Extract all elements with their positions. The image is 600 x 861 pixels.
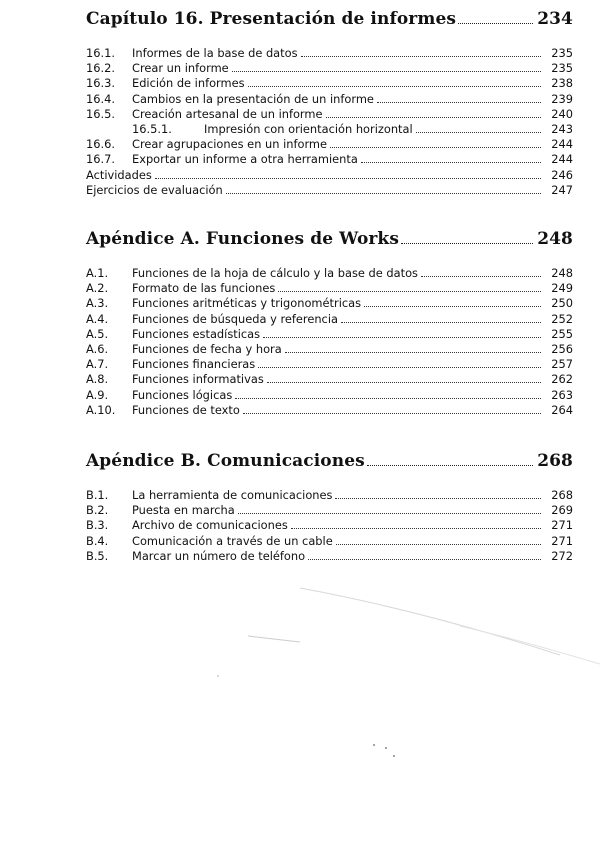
entry-page: 257: [551, 357, 573, 372]
entry-page: 262: [551, 372, 573, 387]
entry-number: A.4.: [86, 311, 109, 326]
entry-title: Comunicación a través de un cable: [132, 533, 333, 548]
entry-title: Ejercicios de evaluación: [86, 182, 223, 197]
entry-number: B.3.: [86, 518, 109, 533]
entry-page: 255: [551, 326, 573, 341]
entry-title: Funciones de la hoja de cálculo y la base de datos: [132, 266, 418, 280]
entry-title: Cambios en la presentación de un informe: [132, 91, 374, 106]
entry-number: 16.6.: [86, 137, 115, 152]
entry-page: 263: [551, 387, 573, 402]
chapter-16-page: 234: [537, 9, 573, 29]
entry-number: A.3.: [86, 296, 109, 311]
entry-number: B.4.: [86, 533, 109, 548]
entry-title: Funciones aritméticas y trigonométricas: [132, 296, 362, 311]
entry-title: Puesta en marcha: [132, 503, 235, 518]
entry-title: Funciones informativas: [132, 372, 264, 387]
entry-number: A.10.: [86, 402, 116, 417]
entry-page: 247: [551, 182, 573, 197]
entry-page: 240: [551, 106, 573, 121]
entry-number: 16.3.: [86, 76, 115, 91]
entry-title: Funciones de texto: [132, 402, 240, 417]
entry-title: Archivo de comunicaciones: [132, 518, 288, 533]
entry-title: Crear un informe: [132, 61, 229, 76]
entry-page: 239: [551, 91, 573, 106]
entry-page: 269: [551, 503, 573, 518]
entry-title: Funciones financieras: [132, 357, 256, 372]
scan-speck: [217, 675, 219, 677]
entry-page: 244: [551, 137, 573, 152]
entry-page: 268: [551, 488, 573, 502]
entry-number: 16.7.: [86, 152, 115, 167]
entry-title: Creación artesanal de un informe: [132, 106, 323, 121]
entry-title: Exportar un informe a otra herramienta: [132, 152, 358, 167]
entry-number: A.5.: [86, 326, 109, 341]
entry-title: Actividades: [86, 167, 152, 182]
entry-page: 246: [551, 167, 573, 182]
entry-page: 235: [551, 61, 573, 76]
entry-number: B.2.: [86, 503, 109, 518]
entry-page: 235: [551, 46, 573, 60]
entry-title: Edición de informes: [132, 76, 245, 91]
entry-page: 256: [551, 341, 573, 356]
entry-number: A.1.: [86, 266, 109, 280]
scan-speck: [385, 747, 387, 749]
entry-number: B.5.: [86, 548, 109, 563]
entry-number: 16.1.: [86, 46, 115, 60]
entry-page: 244: [551, 152, 573, 167]
entry-number: 16.2.: [86, 61, 115, 76]
appendix-b-title: Apéndice B. Comunicaciones: [86, 451, 365, 471]
entry-title: Formato de las funciones: [132, 281, 276, 296]
entry-title: Crear agrupaciones en un informe: [132, 137, 328, 152]
entry-title: Funciones de fecha y hora: [132, 341, 282, 356]
appendix-a-title: Apéndice A. Funciones de Works: [86, 229, 399, 249]
appendix-a-page: 248: [537, 229, 573, 249]
entry-title: Funciones estadísticas: [132, 326, 261, 341]
entry-number: 16.5.: [86, 106, 115, 121]
scan-streak: [460, 626, 600, 664]
entry-title: Impresión con orientación horizontal: [204, 121, 413, 136]
entry-number: A.8.: [86, 372, 109, 387]
entry-page: 272: [551, 548, 573, 563]
entry-number: A.2.: [86, 281, 109, 296]
entry-number: B.1.: [86, 488, 109, 502]
scan-streak: [300, 588, 560, 655]
entry-number: 16.5.1.: [132, 121, 172, 136]
scan-speck: [373, 744, 375, 746]
entry-title: Funciones de búsqueda y referencia: [132, 311, 338, 326]
entry-title: Informes de la base de datos: [132, 46, 298, 60]
entry-page: 271: [551, 518, 573, 533]
entry-number: A.9.: [86, 387, 109, 402]
entry-title: Marcar un número de teléfono: [132, 548, 306, 563]
entry-page: 249: [551, 281, 573, 296]
entry-number: 16.4.: [86, 91, 115, 106]
entry-number: A.7.: [86, 357, 109, 372]
entry-page: 250: [551, 296, 573, 311]
entry-page: 271: [551, 533, 573, 548]
appendix-b-page: 268: [537, 451, 573, 471]
entry-page: 238: [551, 76, 573, 91]
scan-streak: [248, 636, 300, 642]
entry-number: A.6.: [86, 341, 109, 356]
entry-title: Funciones lógicas: [132, 387, 233, 402]
chapter-16-title: Capítulo 16. Presentación de informes: [86, 9, 457, 29]
entry-title: La herramienta de comunicaciones: [132, 488, 333, 502]
entry-page: 248: [551, 266, 573, 280]
entry-page: 264: [551, 402, 573, 417]
entry-page: 243: [551, 121, 573, 136]
entry-page: 252: [551, 311, 573, 326]
scan-speck: [393, 755, 395, 757]
